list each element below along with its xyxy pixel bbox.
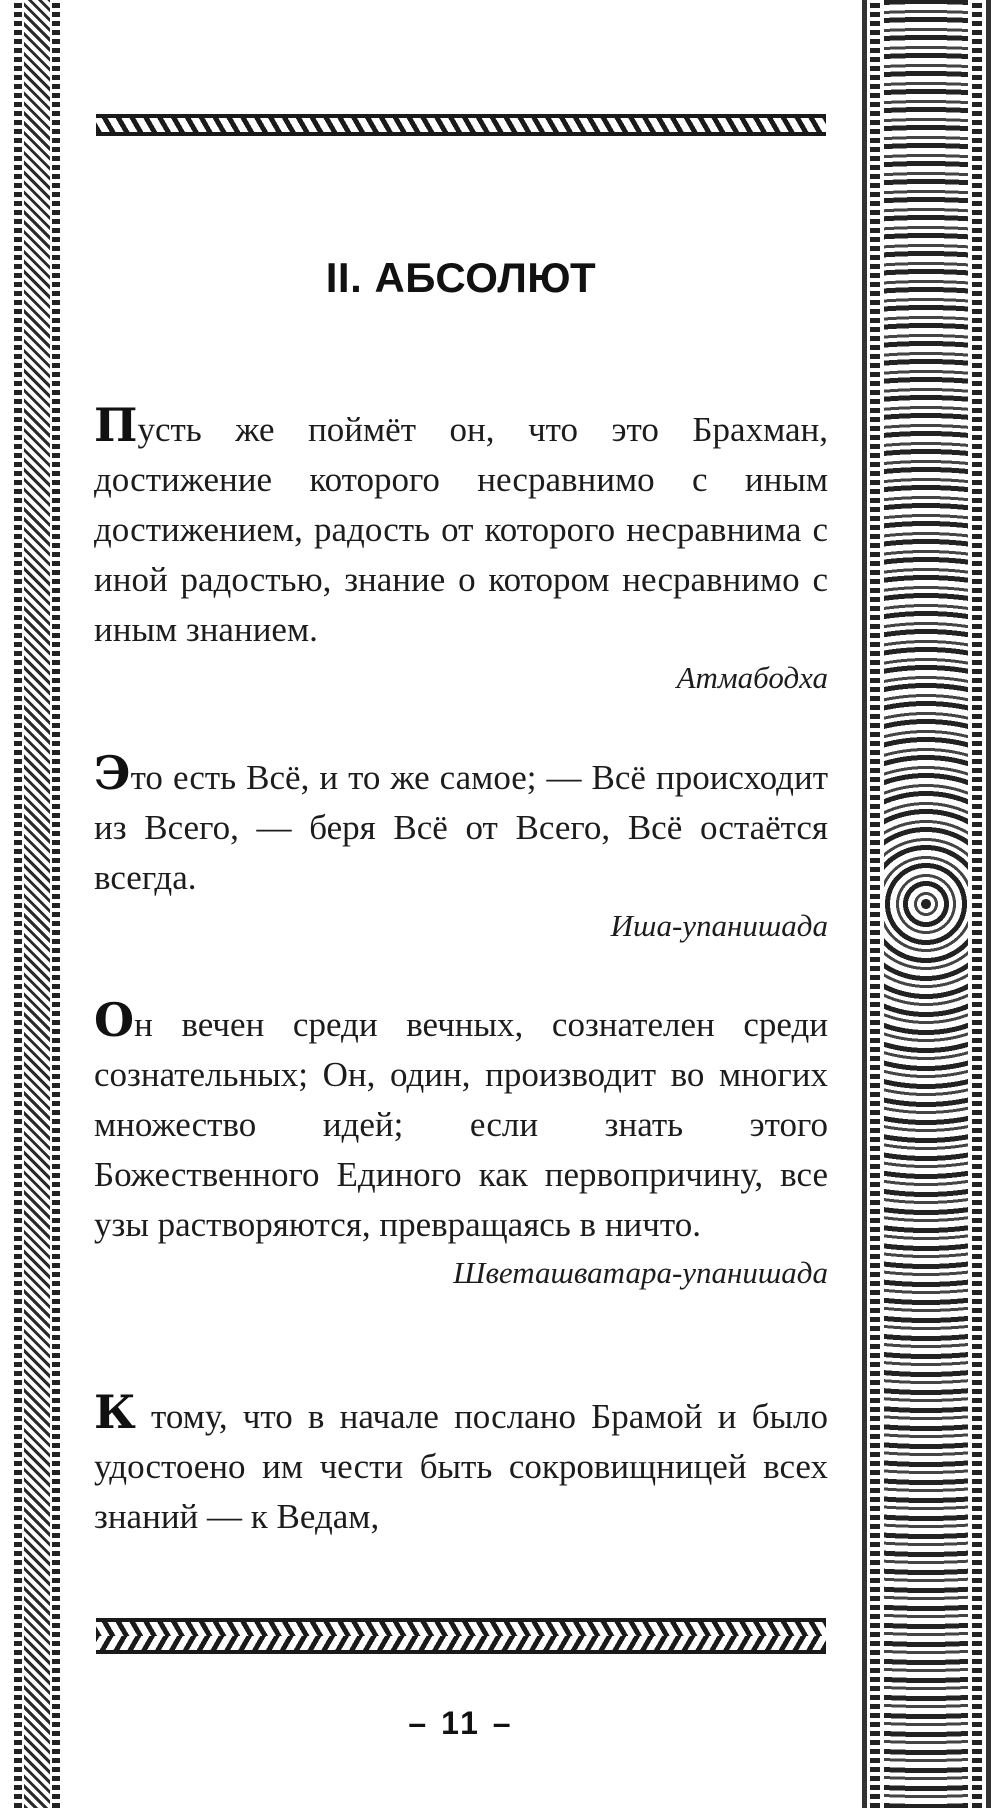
- quote-source: Шветашватара-упанишада: [453, 1255, 828, 1290]
- quote-source: Атмабодха: [676, 660, 828, 695]
- right-ornamental-border: [862, 0, 1000, 1808]
- quote-atmabodha: [94, 400, 828, 699]
- quote-text: [94, 995, 828, 1250]
- drop-cap: П: [94, 398, 138, 452]
- drop-cap: К: [94, 1385, 136, 1439]
- quote-text: [94, 1387, 828, 1542]
- top-ornamental-rule: [96, 114, 826, 136]
- left-ornamental-border: [14, 0, 60, 1808]
- bottom-ornamental-rule: [96, 1618, 826, 1654]
- quote-body: н вечен среди вечных, сознателен среди сознательных; Он, один, производит во многих множество идей; если знать этого Божественного Единого как первопричину, все узы растворяются, превращаясь в ничто.: [94, 1005, 828, 1244]
- quote-text: [94, 400, 828, 655]
- quote-source: Иша-упанишада: [610, 908, 828, 943]
- drop-cap: О: [94, 993, 135, 1047]
- chapter-title: II. АБСОЛЮТ: [325, 254, 597, 301]
- quote-body: тому, что в начале послано Брамой и было удостоено им чести быть сокровищницей всех знаний — к Ведам,: [94, 1397, 828, 1536]
- quote-isha-upanishad: [94, 748, 828, 947]
- page-number: – 11 –: [408, 1705, 514, 1741]
- quote-shvetashvatara-upanishad: [94, 995, 828, 1294]
- quote-body: усть же поймёт он, что это Брахман, достижение которого несравнимо с иным достижением, радость от которого несравнима с иной радостью, знание о котором несравнимо с иным знанием.: [94, 410, 828, 649]
- drop-cap: Э: [94, 746, 131, 800]
- quote-text: [94, 748, 828, 903]
- quote-body: то есть Всё, и то же самое; — Всё происходит из Всего, — беря Всё от Всего, Всё остаётся всегда.: [94, 758, 828, 897]
- quote-vedas: [94, 1387, 828, 1542]
